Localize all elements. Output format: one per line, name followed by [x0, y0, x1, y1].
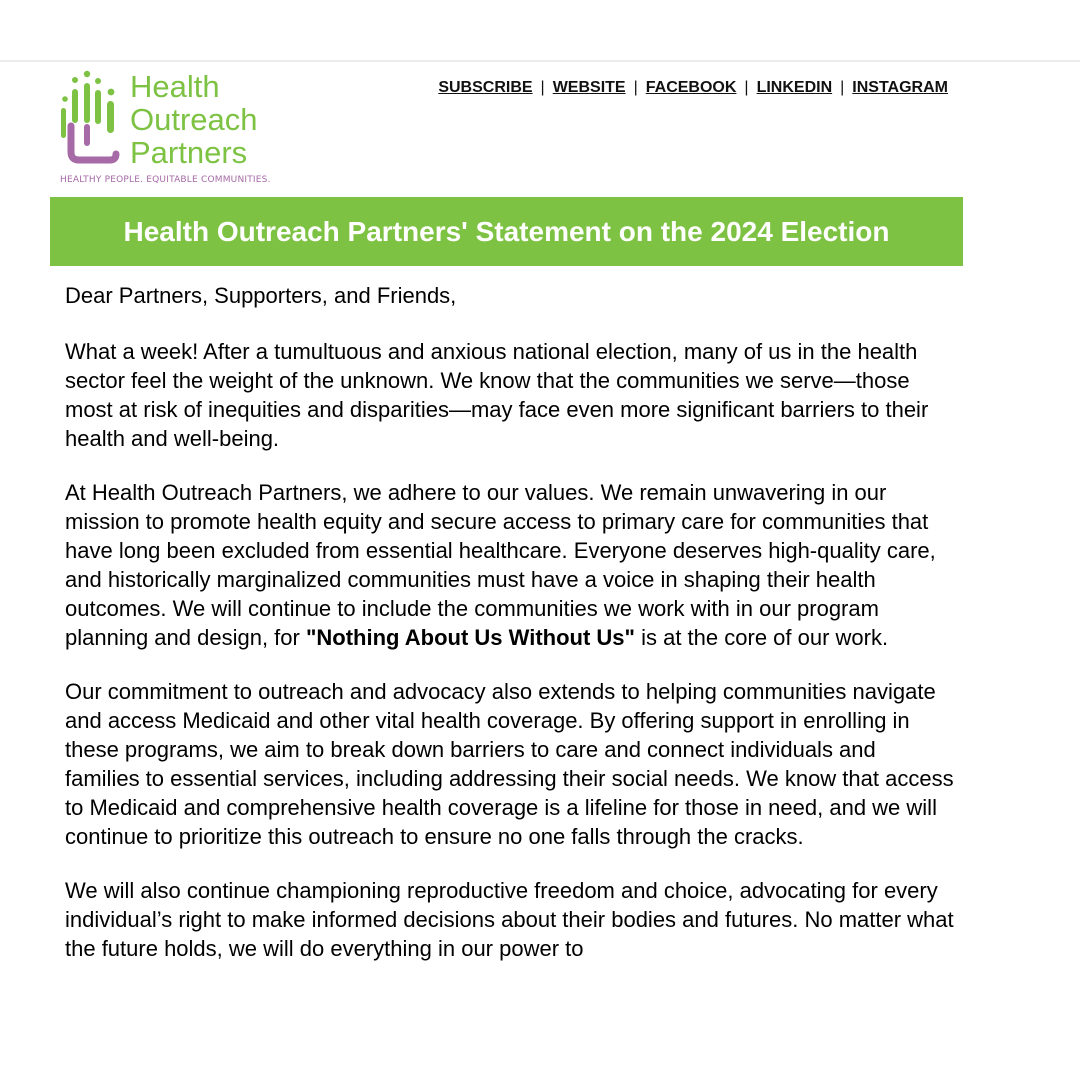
- health-outreach-partners-logo[interactable]: [58, 68, 298, 190]
- paragraph-values-end: is at the core of our work.: [634, 625, 889, 650]
- raised-hand-logo-icon: [58, 68, 128, 170]
- logo-word-partners: Partners: [130, 135, 248, 170]
- nav-separator: |: [540, 79, 545, 96]
- statement-title-banner: Health Outreach Partners' Statement on the 2024 Election: [50, 197, 963, 266]
- nav-link-subscribe[interactable]: SUBSCRIBE: [438, 79, 533, 96]
- paragraph-reproductive-freedom: We will also continue championing reproductive freedom and choice, advocating for every individual’s right to make informed decisions about their bodies and futures. No matter what the future holds, we will do everything in our power to: [65, 878, 954, 961]
- email-body: [65, 281, 955, 988]
- logo-word-health: Health: [130, 69, 220, 104]
- nav-link-linkedin[interactable]: LINKEDIN: [756, 79, 833, 96]
- nav-link-instagram[interactable]: INSTAGRAM: [852, 79, 948, 96]
- nav-link-facebook[interactable]: FACEBOOK: [645, 79, 737, 96]
- greeting: Dear Partners, Supporters, and Friends,: [65, 283, 457, 308]
- nav-separator: |: [840, 79, 845, 96]
- nav-link-website[interactable]: WEBSITE: [552, 79, 626, 96]
- nav-separator: |: [744, 79, 749, 96]
- nothing-about-us-emphasis: "Nothing About Us Without Us": [305, 625, 635, 650]
- paragraph-election-week: What a week! After a tumultuous and anxious national election, many of us in the health sector feel the weight of the unknown. We know that the communities we serve—those most at risk of inequities and disparities—may face even more significant barriers to their health and well-being.: [65, 339, 929, 451]
- paragraph-values: [65, 478, 955, 652]
- paragraph-values-text: At Health Outreach Partners, we adhere to our values. We remain unwavering in our mission to promote health equity and secure access to primary care for communities that have long been excluded from essential healthcare. Everyone deserves high-quality care, and historically marginalized communities must have a voice in shaping their health outcomes. We will continue to include the communities we work with in our program planning and design, for: [65, 480, 936, 650]
- social-nav: [438, 79, 948, 97]
- logo-word-outreach: Outreach: [130, 102, 258, 137]
- logo-wordmark: [130, 70, 258, 169]
- logo-tagline: HEALTHY PEOPLE. EQUITABLE COMMUNITIES.: [60, 175, 271, 185]
- top-divider: [0, 60, 1080, 62]
- nav-separator: |: [633, 79, 638, 96]
- paragraph-medicaid: Our commitment to outreach and advocacy also extends to helping communities navigate and access Medicaid and other vital health coverage. By offering support in enrolling in these programs, we aim to break down barriers to care and connect individuals and families to essential services, including addressing their social needs. We know that access to Medicaid and comprehensive health coverage is a lifeline for those in need, and we will continue to prioritize this outreach to ensure no one falls through the cracks.: [65, 679, 954, 849]
